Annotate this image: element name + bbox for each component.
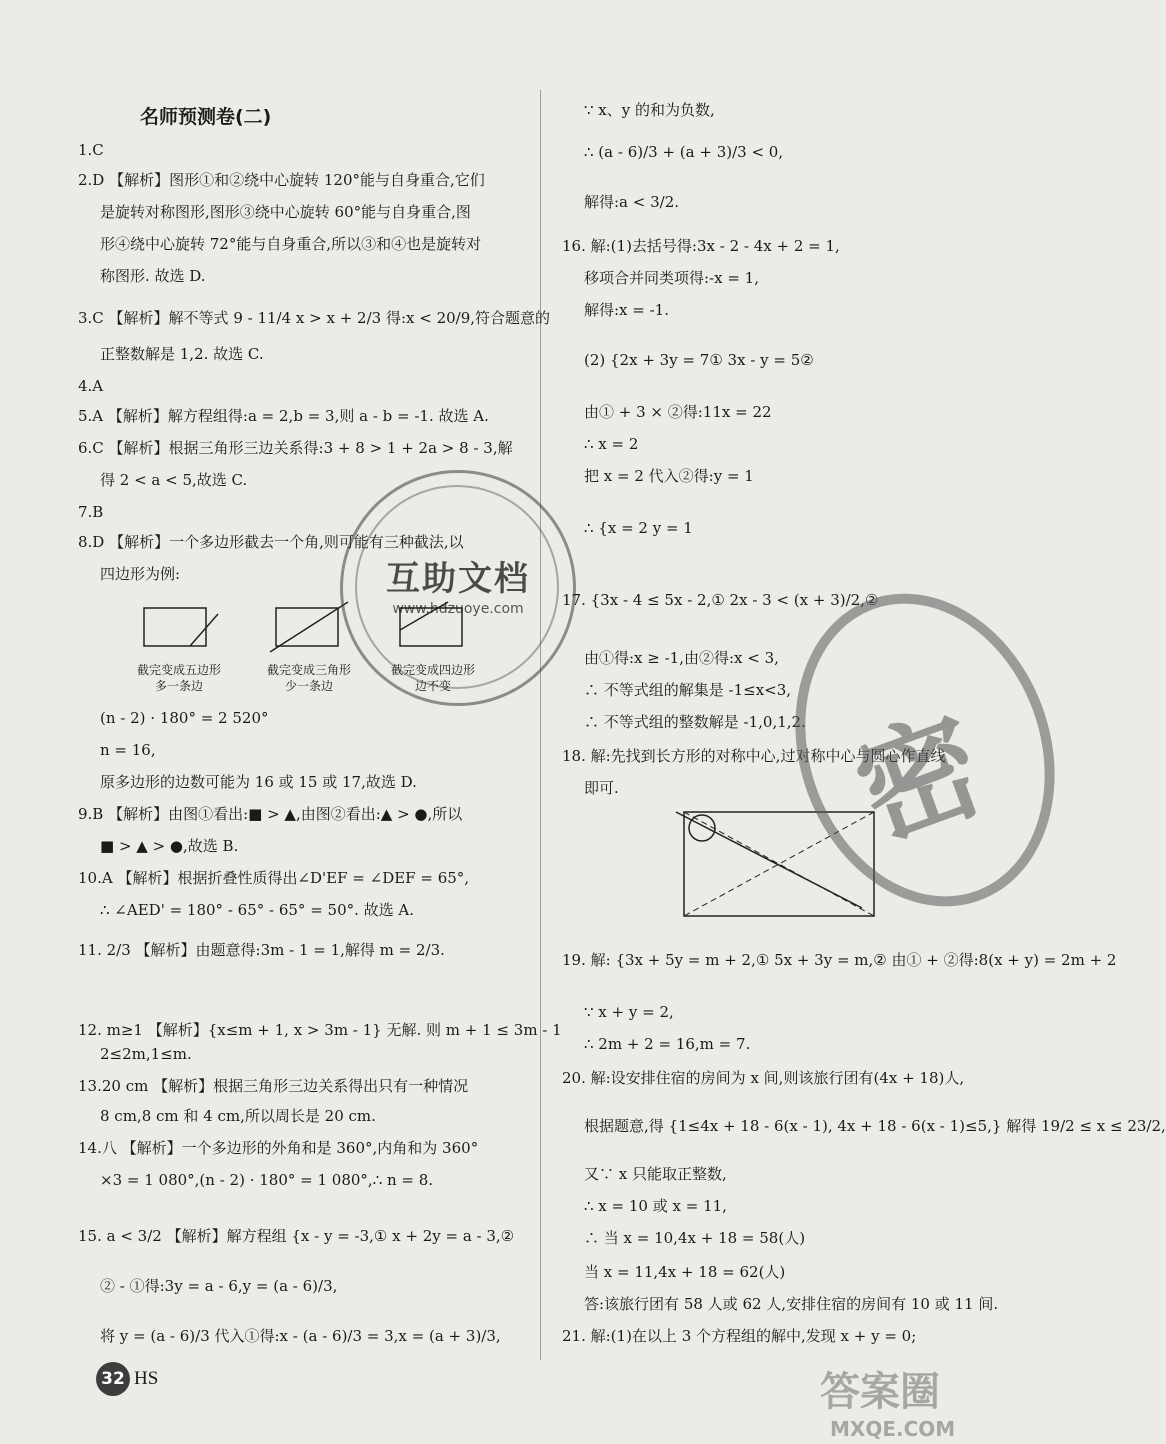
page-series-label: HS <box>134 1368 159 1389</box>
answer-line: 14.八 【解析】一个多边形的外角和是 360°,内角和为 360° <box>78 1139 479 1157</box>
figure-caption: 边不变 <box>414 679 451 693</box>
answer-line: ∵ x、y 的和为负数, <box>584 101 715 119</box>
answer-line: 19. 解: {3x + 5y = m + 2,① 5x + 3y = m,② 由① + ②得:8(x + y) = 2m + 2 <box>562 951 1117 969</box>
answer-line: 13.20 cm 【解析】根据三角形三边关系得出只有一种情况 <box>78 1077 469 1095</box>
answer-line: 21. 解:(1)在以上 3 个方程组的解中,发现 x + y = 0; <box>562 1327 917 1345</box>
answer-line: 当 x = 11,4x + 18 = 62(人) <box>584 1263 786 1281</box>
answer-line: 8.D 【解析】一个多边形截去一个角,则可能有三种截法,以 <box>78 533 464 551</box>
answer-line: ∴ {x = 2 y = 1 <box>584 519 693 537</box>
answer-line: 6.C 【解析】根据三角形三边关系得:3 + 8 > 1 + 2a > 8 - 3,解 <box>78 439 513 457</box>
answer-line: 答:该旅行团有 58 人或 62 人,安排住宿的房间有 10 或 11 间. <box>584 1295 999 1313</box>
answer-line: 四边形为例: <box>100 565 181 583</box>
figure-cut-1 <box>190 614 218 646</box>
answer-line: ∵ x + y = 2, <box>584 1003 674 1021</box>
watermark-top: 答案圈 <box>820 1369 940 1415</box>
column-divider <box>540 90 541 1360</box>
answer-line: 17. {3x - 4 ≤ 5x - 2,① 2x - 3 < (x + 3)/2,② <box>562 591 879 609</box>
figure-caption: 截完变成三角形 <box>266 663 351 677</box>
page-title: 名师预测卷(二) <box>140 106 272 128</box>
answer-line: 20. 解:设安排住宿的房间为 x 间,则该旅行团有(4x + 18)人, <box>562 1069 965 1087</box>
answer-line: (2) {2x + 3y = 7① 3x - y = 5② <box>584 351 814 369</box>
answer-line: 9.B 【解析】由图①看出:■ > ▲,由图②看出:▲ > ●,所以 <box>78 805 463 823</box>
figure-caption: 截完变成五边形 <box>136 663 221 677</box>
answer-line: 5.A 【解析】解方程组得:a = 2,b = 3,则 a - b = -1. 故选 A. <box>78 407 489 425</box>
answer-line: 又∵ x 只能取正整数, <box>584 1165 727 1183</box>
figure-cut-2 <box>270 602 348 652</box>
answer-line: 15. a < 3/2 【解析】解方程组 {x - y = -3,① x + 2y = a - 3,② <box>78 1227 515 1245</box>
figure-caption: 多一条边 <box>154 679 203 693</box>
answer-line: ∴ 不等式组的整数解是 -1,0,1,2. <box>584 713 806 731</box>
answer-line: 4.A <box>78 377 104 395</box>
answer-line: n = 16, <box>100 741 156 759</box>
answer-line: 称图形. 故选 D. <box>100 267 206 285</box>
answer-line: 8 cm,8 cm 和 4 cm,所以周长是 20 cm. <box>100 1107 376 1125</box>
answer-line: 2.D 【解析】图形①和②绕中心旋转 120°能与自身重合,它们 <box>78 171 485 189</box>
answer-line: ② - ①得:3y = a - 6,y = (a - 6)/3, <box>100 1277 338 1295</box>
answer-line: 10.A 【解析】根据折叠性质得出∠D'EF = ∠DEF = 65°, <box>78 869 470 887</box>
stamp-url: www.hdzuoye.com <box>392 601 524 617</box>
answer-line: 11. 2/3 【解析】由题意得:3m - 1 = 1,解得 m = 2/3. <box>78 941 445 959</box>
answer-line: 16. 解:(1)去括号得:3x - 2 - 4x + 2 = 1, <box>562 237 840 255</box>
answer-line: ∴ x = 2 <box>584 435 639 453</box>
figure-caption: 截完变成四边形 <box>390 663 475 677</box>
answer-line: 得 2 < a < 5,故选 C. <box>100 471 248 489</box>
answer-line: 形④绕中心旋转 72°能与自身重合,所以③和④也是旋转对 <box>100 235 482 253</box>
watermark-bottom: MXQE.COM <box>830 1417 956 1441</box>
answer-line: 18. 解:先找到长方形的对称中心,过对称中心与圆心作直线 <box>562 747 946 765</box>
page-number-badge: 32 <box>96 1362 130 1396</box>
answer-line: ■ > ▲ > ●,故选 B. <box>100 837 239 855</box>
answer-line: 把 x = 2 代入②得:y = 1 <box>584 467 754 485</box>
answer-line: 根据题意,得 {1≤4x + 18 - 6(x - 1), 4x + 18 - 6(x - 1)≤5,} 解得 19/2 ≤ x ≤ 23/2, <box>584 1117 1166 1135</box>
answer-line: (n - 2) · 180° = 2 520° <box>100 709 269 727</box>
watermark-stamp <box>340 470 576 706</box>
answer-line: 解得:a < 3/2. <box>584 193 680 211</box>
answer-line: 2≤2m,1≤m. <box>100 1045 192 1063</box>
figure-rect-1 <box>144 608 206 646</box>
answer-line: ∴ 不等式组的解集是 -1≤x<3, <box>584 681 792 699</box>
answer-line: 解得:x = -1. <box>584 301 669 319</box>
figure-circle <box>689 815 715 841</box>
answer-line: 由① + 3 × ②得:11x = 22 <box>584 403 772 421</box>
answer-line: 1.C <box>78 141 104 159</box>
answer-line: ∴ (a - 6)/3 + (a + 3)/3 < 0, <box>584 143 784 161</box>
answer-line: 移项合并同类项得:-x = 1, <box>584 269 759 287</box>
answer-line: ∴ 当 x = 10,4x + 18 = 58(人) <box>584 1229 806 1247</box>
figure-caption: 少一条边 <box>284 679 333 693</box>
answer-line: 由①得:x ≥ -1,由②得:x < 3, <box>584 649 779 667</box>
site-watermark <box>820 1360 955 1441</box>
answer-line: ∴ ∠AED' = 180° - 65° - 65° = 50°. 故选 A. <box>100 901 415 919</box>
answer-line: 3.C 【解析】解不等式 9 - 11/4 x > x + 2/3 得:x < 20/9,符合题意的 <box>78 309 551 327</box>
stamp-text: 互助文档 <box>386 559 530 599</box>
answer-line: 12. m≥1 【解析】{x≤m + 1, x > 3m - 1} 无解. 则 m + 1 ≤ 3m - 1 <box>78 1021 562 1039</box>
answer-line: 即可. <box>584 779 619 797</box>
answer-line: ∴ x = 10 或 x = 11, <box>584 1197 727 1215</box>
answer-line: 7.B <box>78 503 104 521</box>
seal-character: 密 <box>839 694 1001 866</box>
answer-line: 是旋转对称图形,图形③绕中心旋转 60°能与自身重合,图 <box>100 203 471 221</box>
answer-line: ×3 = 1 080°,(n - 2) · 180° = 1 080°,∴ n = 8. <box>100 1171 434 1189</box>
answer-line: 原多边形的边数可能为 16 或 15 或 17,故选 D. <box>100 773 417 791</box>
answer-line: 正整数解是 1,2. 故选 C. <box>100 345 264 363</box>
answer-line: ∴ 2m + 2 = 16,m = 7. <box>584 1035 751 1053</box>
answer-line: 将 y = (a - 6)/3 代入①得:x - (a - 6)/3 = 3,x = (a + 3)/3, <box>100 1327 501 1345</box>
